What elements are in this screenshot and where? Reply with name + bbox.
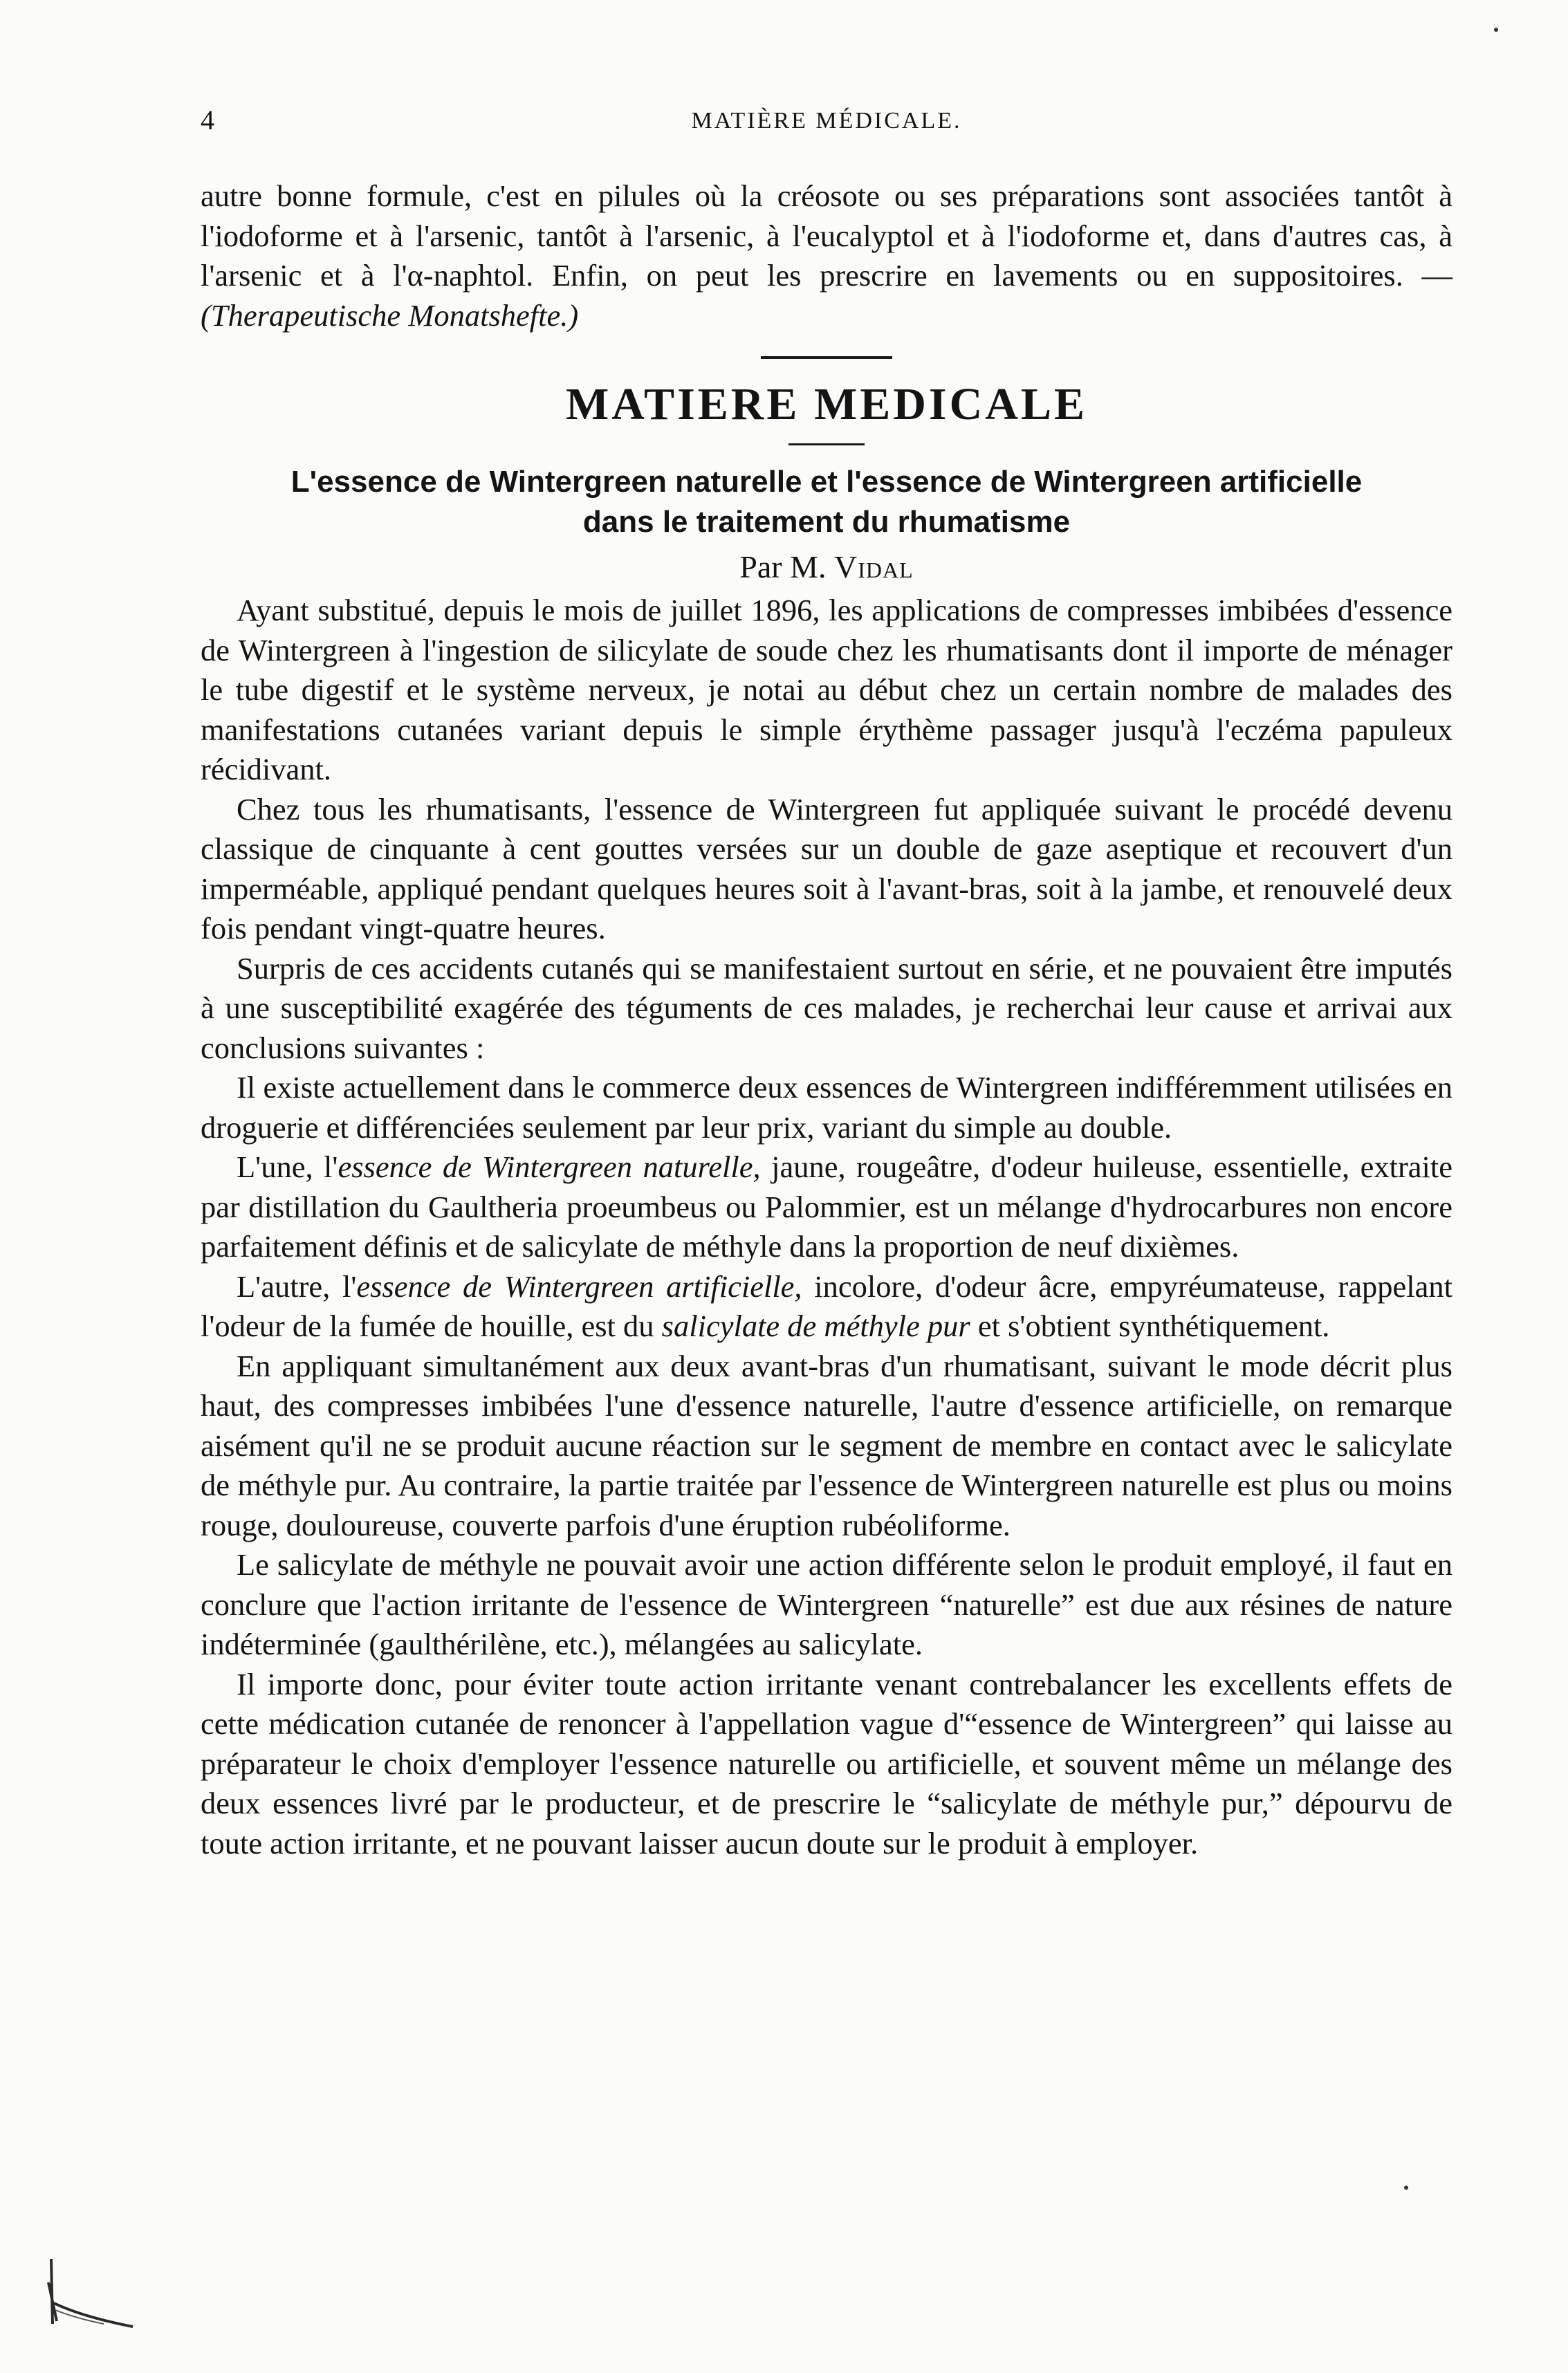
- page-number: 4: [201, 104, 216, 136]
- previous-article-text: [201, 176, 1452, 335]
- paragraph-4: Il existe actuellement dans le commerce deux essences de Wintergreen indifféremment utilisées en droguerie et différenciées seulement par leur prix, variant du simple au double.: [201, 1070, 1452, 1145]
- paragraph-6-lead: L'autre, l': [237, 1268, 357, 1304]
- paragraph-6-emphasis-2: salicylate de méthyle pur: [661, 1309, 970, 1343]
- paragraph-5: [201, 1147, 1452, 1267]
- paragraph-5-lead: L'une, l': [237, 1149, 338, 1184]
- paragraph-5-emphasis: essence de Wintergreen naturelle,: [338, 1149, 761, 1184]
- paragraph-6-middle: incolore, d'odeur âcre, empyréumateuse, rappelant l'odeur de la fumée de houille, est du: [201, 1268, 1452, 1343]
- paragraph-8: Le salicylate de méthyle ne pouvait avoir une action différente selon le produit employé, il faut en conclure que l'action irritante de l'essence de Wintergreen “naturelle” est due aux résines de nature indéterminée (gaulthérilène, etc.), mélangées au salicylate.: [201, 1547, 1452, 1661]
- paragraph-6-emphasis: essence de Wintergreen artificielle,: [356, 1268, 802, 1304]
- paragraph-2: Chez tous les rhumatisants, l'essence de Wintergreen fut appliquée suivant le procédé devenu classique de cinquante à cent gouttes versées sur un double de gaze aseptique et recouvert d'un imperméable, appliqué pendant quelques heures soit à l'avant-bras, soit à la jambe, et renouvelé deux fois pendant vingt-quatre heures.: [201, 791, 1452, 945]
- author-prefix: Par M.: [739, 549, 835, 584]
- paragraph-1: Ayant substitué, depuis le mois de juillet 1896, les applications de compresses imbibées d'essence de Wintergreen à l'ingestion de silicylate de soude chez les rhumatisants dont il importe de ménager le tube digestif et le système nerveux, je notai au début chez un certain nombre de malades des manifestations cutanées variant depuis le simple érythème passager jusqu'à l'eczéma papuleux récidivant.: [201, 593, 1452, 786]
- text-column: [201, 176, 1452, 1863]
- author-name: Vidal: [834, 549, 914, 584]
- article-title-line-1: L'essence de Wintergreen naturelle et l'essence de Wintergreen artificielle: [290, 465, 1363, 499]
- paragraph-7: En appliquant simultanément aux deux avant-bras d'un rhumatisant, suivant le mode décrit plus haut, des compresses imbibées l'une d'essence naturelle, l'autre d'essence artificielle, on remarque aisément qu'il ne se produit aucune réaction sur le segment de membre en contact avec le salicylate de méthyle pur. Au contraire, la partie traitée par l'essence de Wintergreen naturelle est plus ou moins rouge, douloureuse, couverte parfois d'une éruption rubéoliforme.: [201, 1348, 1452, 1542]
- margin-ink-mark: [41, 2255, 138, 2331]
- section-title: MATIERE MEDICALE: [565, 379, 1087, 430]
- paragraph-6: [201, 1267, 1452, 1347]
- previous-article-source: (Therapeutische Monatshefte.): [201, 297, 579, 333]
- margin-dot-top: [1494, 28, 1498, 32]
- paragraph-6-rest: et s'obtient synthétiquement.: [970, 1309, 1330, 1343]
- margin-dot-bottom: [1404, 2186, 1408, 2190]
- running-header: [201, 104, 1452, 145]
- paragraph-9: Il importe donc, pour éviter toute action irritante venant contrebalancer les excellents effets de cette médication cutanée de renoncer à l'appellation vague d'“essence de Wintergreen” qui laisse au préparateur le choix d'employer l'essence naturelle ou artificielle, et souvent même un mélange des deux essences livré par le producteur, et de prescrire le “salicylate de méthyle pur,” dépourvu de toute action irritante, et ne pouvant laisser aucun doute sur le produit à employer.: [201, 1666, 1452, 1860]
- article-title-line-2: dans le traitement du rhumatisme: [582, 505, 1071, 539]
- paragraph-3: Surpris de ces accidents cutanés qui se manifestaient surtout en série, et ne pouvaient être imputés à une susceptibilité exagérée des téguments de ces malades, je recherchai leur cause et arrivai aux conclusions suivantes :: [201, 950, 1452, 1065]
- title-divider: [788, 443, 865, 445]
- previous-article-body: autre bonne formule, c'est en pilules où la créosote ou ses préparations sont associées tantôt à l'iodoforme et à l'arsenic, tantôt à l'arsenic, à l'eucalyptol et à l'iodoforme et, dans d'autres cas, à l'arsenic et à l'α-naphtol. Enfin, on peut les prescrire en lavements ou en suppositoires. —: [201, 178, 1452, 293]
- article-author: [201, 546, 1452, 588]
- running-title: MATIÈRE MÉDICALE.: [691, 108, 962, 133]
- paragraph-5-rest: jaune, rougeâtre, d'odeur huileuse, essentielle, extraite par distillation du Gaultheria proeumbeus ou Palommier, est un mélange d'hydrocarbures non encore parfaitement définis et de salicylate de méthyle dans la proportion de neuf dixièmes.: [201, 1149, 1453, 1264]
- section-divider: [761, 356, 892, 359]
